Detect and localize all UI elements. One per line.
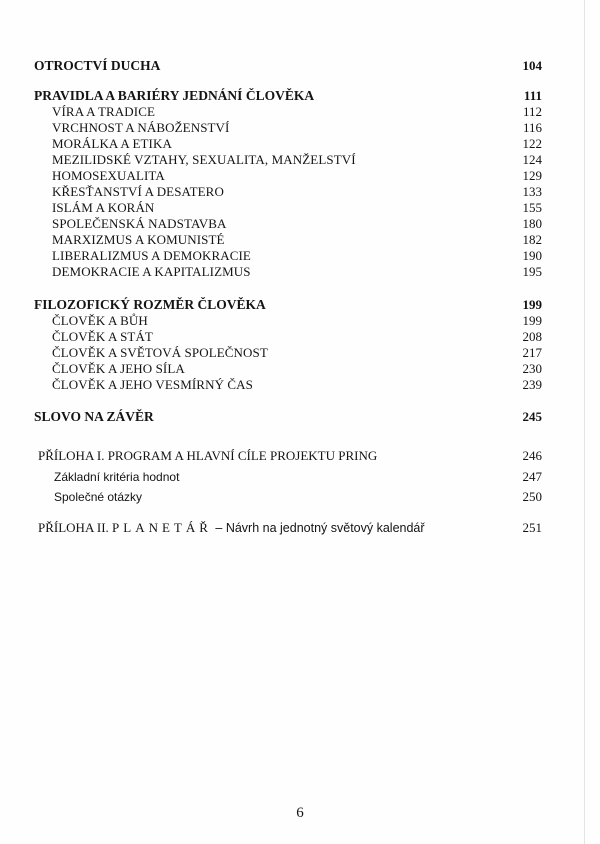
toc-entry: [0, 409, 600, 425]
toc-entry: [0, 232, 600, 248]
toc-entry: [0, 469, 600, 485]
toc-entry-page: 199: [522, 313, 542, 328]
toc-entry-page: 182: [522, 232, 542, 247]
toc-entry-title: ČLOVĚK A JEHO VESMÍRNÝ ČAS: [52, 377, 253, 392]
toc-entry: [0, 216, 600, 232]
toc-entry-page: 230: [522, 361, 542, 376]
toc-entry: [0, 88, 600, 104]
toc-entry-appendix-2: [0, 520, 600, 536]
toc-entry-page: 111: [523, 88, 542, 103]
toc-entry: [0, 345, 600, 361]
toc-entry: [0, 489, 600, 505]
toc-entry-page: 122: [522, 136, 542, 151]
toc-entry-page: 190: [522, 248, 542, 263]
toc-entry: [0, 377, 600, 393]
toc-entry-page: 124: [522, 152, 542, 167]
toc-entry: [0, 184, 600, 200]
toc-entry: [0, 264, 600, 280]
toc-entry: [0, 200, 600, 216]
toc-entry-title: MORÁLKA A ETIKA: [52, 136, 172, 151]
toc-entry-page: 129: [522, 168, 542, 183]
toc-entry: [0, 448, 600, 464]
toc-entry-title: Základní kritéria hodnot: [54, 470, 180, 484]
toc-entry-title: PRAVIDLA A BARIÉRY JEDNÁNÍ ČLOVĚKA: [34, 88, 315, 103]
toc-entry-title: ČLOVĚK A BŮH: [52, 313, 148, 328]
toc-entry-title: ČLOVĚK A STÁT: [52, 329, 153, 344]
toc-entry: [0, 361, 600, 377]
toc-entry-title: SPOLEČENSKÁ NADSTAVBA: [52, 216, 227, 231]
toc-entry: [0, 136, 600, 152]
toc-entry: [0, 329, 600, 345]
toc-entry: [0, 152, 600, 168]
toc-entry: [0, 313, 600, 329]
toc-entry-title: DEMOKRACIE A KAPITALIZMUS: [52, 264, 251, 279]
toc-entry-page: 246: [522, 448, 542, 463]
toc-entry-page: 155: [522, 200, 542, 215]
toc-entry: [0, 297, 600, 313]
toc-entry-page: 116: [522, 120, 542, 135]
toc-entry-title: VRCHNOST A NÁBOŽENSTVÍ: [52, 120, 230, 135]
toc-entry-title: PŘÍLOHA I. PROGRAM A HLAVNÍ CÍLE PROJEKTU PRING: [38, 448, 378, 463]
toc-entry-title: ISLÁM A KORÁN: [52, 200, 155, 215]
toc-entry-title: MEZILIDSKÉ VZTAHY, SEXUALITA, MANŽELSTVÍ: [52, 152, 356, 167]
toc-entry: [0, 58, 600, 74]
toc-entry-title: KŘESŤANSTVÍ A DESATERO: [52, 184, 224, 199]
toc-entry-page: 195: [522, 264, 542, 279]
toc-entry-page: 199: [522, 297, 542, 312]
toc-entry-title: SLOVO NA ZÁVĚR: [34, 409, 154, 424]
toc-entry-page: 245: [522, 409, 542, 424]
toc-entry-page: 217: [522, 345, 542, 360]
toc-entry: [0, 104, 600, 120]
toc-entry-title: ČLOVĚK A JEHO SÍLA: [52, 361, 185, 376]
toc-entry-page: 112: [522, 104, 542, 119]
toc-entry-title: FILOZOFICKÝ ROZMĚR ČLOVĚKA: [34, 297, 266, 312]
toc-entry-title: VÍRA A TRADICE: [52, 104, 156, 119]
toc-entry-page: 239: [522, 377, 542, 392]
toc-entry-page: 133: [522, 184, 542, 199]
toc-entry-title: Společné otázky: [54, 490, 143, 504]
toc-entry-title: MARXIZMUS A KOMUNISTÉ: [52, 232, 225, 247]
toc-entry-title: LIBERALIZMUS A DEMOKRACIE: [52, 248, 251, 263]
toc-entry: [0, 168, 600, 184]
toc-entry-page: 251: [522, 520, 542, 535]
toc-entry-page: 250: [522, 489, 542, 504]
toc-entry-title: ČLOVĚK A SVĚTOVÁ SPOLEČNOST: [52, 345, 268, 360]
toc-entry-title: OTROCTVÍ DUCHA: [34, 58, 161, 73]
toc-entry-page: 247: [522, 469, 542, 484]
toc-entry-page: 180: [522, 216, 542, 231]
toc-entry-page: 104: [522, 58, 542, 73]
toc-entry: [0, 248, 600, 264]
toc-entry-title: PŘÍLOHA II. PLANETÁŘ – Návrh na jednotný světový kalendář: [38, 520, 425, 535]
toc-entry-title: HOMOSEXUALITA: [52, 168, 165, 183]
page-number: 6: [296, 805, 304, 821]
toc-entry-page: 208: [522, 329, 542, 344]
toc-entry: [0, 120, 600, 136]
